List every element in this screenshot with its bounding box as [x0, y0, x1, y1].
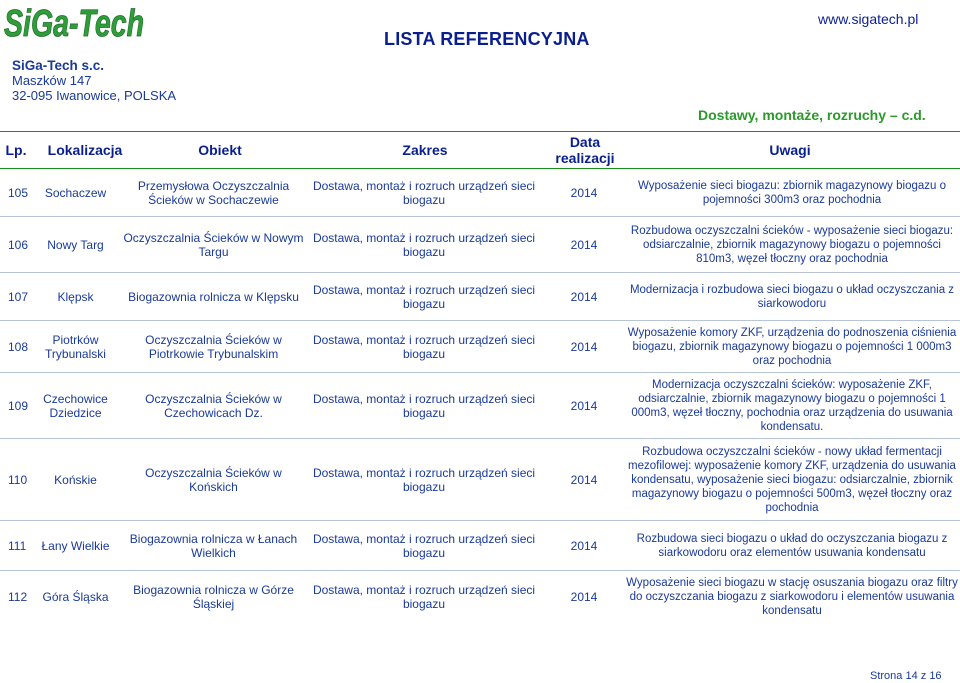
cell-lokalizacja: Klępsk [57, 289, 94, 304]
cell-obiekt: Biogazownia rolnicza w Łanach Wielkich [129, 531, 298, 560]
cell-uwagi: Rozbudowa oczyszczalni ścieków - wyposażenie sieci biogazu: odsiarczalnie, zbiornik magazynowy biogazu o pojemności 810m3, węzeł tłoczny oraz pochodnia [630, 224, 954, 265]
table-row [0, 439, 960, 521]
cell-lp: 110 [8, 472, 28, 487]
cell-lp: 105 [8, 185, 29, 200]
reference-table [0, 131, 960, 623]
company-name: SiGa-Tech s.c. [12, 58, 105, 73]
cell-data: 2014 [570, 398, 598, 413]
logo-text: SiGa-Tech [4, 3, 144, 45]
table-row [0, 217, 960, 273]
website-link[interactable]: www.sigatech.pl [818, 11, 919, 27]
table-header [0, 131, 960, 169]
cell-zakres: Dostawa, montaż i rozruch urządzeń sieci biogazu [312, 178, 536, 207]
column-header-zakres: Zakres [402, 142, 448, 158]
column-header-uwagi: Uwagi [769, 142, 811, 158]
table-row [0, 273, 960, 321]
cell-obiekt: Biogazownia rolnicza w Górze Śląskiej [133, 583, 294, 611]
cell-obiekt: Oczyszczalnia Ścieków w Czechowicach Dz. [145, 391, 282, 420]
cell-data: 2014 [570, 472, 598, 487]
cell-obiekt: Biogazownia rolnicza w Klępsku [128, 289, 299, 304]
document-title: LISTA REFERENCYJNA [384, 29, 590, 49]
cell-data: 2014 [570, 185, 598, 200]
cell-data: 2014 [570, 289, 598, 304]
column-header-obiekt: Obiekt [198, 142, 242, 158]
cell-data: 2014 [570, 590, 598, 604]
cell-uwagi: Wyposażenie komory ZKF, urządzenia do podnoszenia ciśnienia biogazu, zbiornik magazynowy biogazu o pojemności 1 000m3 oraz pochodnia [627, 326, 957, 367]
cell-lokalizacja: Piotrków Trybunalski [45, 332, 106, 361]
cell-data: 2014 [570, 237, 598, 252]
cell-zakres: Dostawa, montaż i rozruch urządzeń sieci biogazu [312, 531, 536, 560]
cell-zakres: Dostawa, montaż i rozruch urządzeń sieci biogazu [312, 391, 536, 420]
cell-data: 2014 [570, 538, 598, 553]
table-row [0, 321, 960, 373]
table-row [0, 521, 960, 571]
cell-lp: 111 [8, 538, 27, 553]
cell-lokalizacja: Góra Śląska [42, 590, 109, 604]
cell-uwagi: Modernizacja oczyszczalni ścieków: wyposażenie ZKF, odsiarczalnie, zbiornik magazynowy biogazu o pojemności 1 000m3, węzeł tłoczny, pochodnia oraz urządzenia do usuwania kondensatu. [631, 378, 953, 433]
cell-lp: 106 [8, 237, 29, 252]
cell-obiekt: Oczyszczalnia Ścieków w Nowym Targu [123, 230, 304, 259]
column-header-lokalizacja: Lokalizacja [47, 142, 123, 158]
cell-obiekt: Przemysłowa Oczyszczalnia Ścieków w Sochaczewie [137, 178, 290, 207]
cell-data: 2014 [570, 339, 598, 354]
column-header-lp: Lp. [5, 142, 27, 158]
cell-lokalizacja: Czechowice Dziedzice [43, 391, 108, 420]
cell-lokalizacja: Łany Wielkie [41, 538, 110, 553]
company-info [12, 58, 176, 103]
section-subtitle: Dostawy, montaże, rozruchy – c.d. [698, 107, 926, 123]
cell-zakres: Dostawa, montaż i rozruch urządzeń sieci biogazu [312, 332, 536, 361]
cell-zakres: Dostawa, montaż i rozruch urządzeń sieci biogazu [312, 282, 536, 311]
cell-obiekt: Oczyszczalnia Ścieków w Piotrkowie Trybunalskim [145, 332, 282, 361]
cell-obiekt: Oczyszczalnia Ścieków w Końskich [145, 465, 282, 494]
company-address-line1: Maszków 147 [12, 73, 92, 88]
cell-lokalizacja: Nowy Targ [47, 237, 104, 252]
cell-zakres: Dostawa, montaż i rozruch urządzeń sieci biogazu [312, 230, 536, 259]
cell-lokalizacja: Końskie [54, 472, 97, 487]
cell-lp: 108 [8, 339, 29, 354]
cell-lokalizacja: Sochaczew [44, 185, 107, 200]
table-row [0, 373, 960, 439]
cell-uwagi: Rozbudowa oczyszczalni ścieków - nowy układ fermentacji mezofilowej: wyposażenie komory ZKF, urządzenia do usuwania kondensatu, wyposażenie sieci biogazu: odsiarczalnie, zbiornik magazynowy biogazu o pojemności 500m3, węzeł tłoczny oraz pochodnia [628, 445, 956, 514]
cell-lp: 109 [8, 398, 29, 413]
company-logo [2, 2, 148, 44]
cell-lp: 107 [8, 289, 29, 304]
cell-zakres: Dostawa, montaż i rozruch urządzeń sieci biogazu [312, 465, 536, 494]
page-number: Strona 14 z 16 [870, 670, 942, 682]
table-row [0, 169, 960, 217]
cell-uwagi: Wyposażenie sieci biogazu w stację osuszania biogazu oraz filtry do oczyszczania biogazu z siarkowodoru i elementów usuwania kondensatu [626, 577, 958, 617]
cell-uwagi: Modernizacja i rozbudowa sieci biogazu o układ oczyszczania z siarkowodoru [629, 283, 955, 310]
column-header-data: Data realizacji [555, 134, 615, 166]
cell-uwagi: Wyposażenie sieci biogazu: zbiornik magazynowy biogazu o pojemności 300m3 oraz pochodnia [637, 179, 946, 206]
cell-lp: 112 [8, 590, 28, 604]
cell-uwagi: Rozbudowa sieci biogazu o układ do oczyszczania biogazu z siarkowodoru oraz elementów usuwania kondensatu [636, 532, 948, 559]
table-row [0, 571, 960, 623]
company-address-line2: 32-095 Iwanowice, POLSKA [12, 88, 177, 103]
cell-zakres: Dostawa, montaż i rozruch urządzeń sieci biogazu [312, 583, 536, 611]
